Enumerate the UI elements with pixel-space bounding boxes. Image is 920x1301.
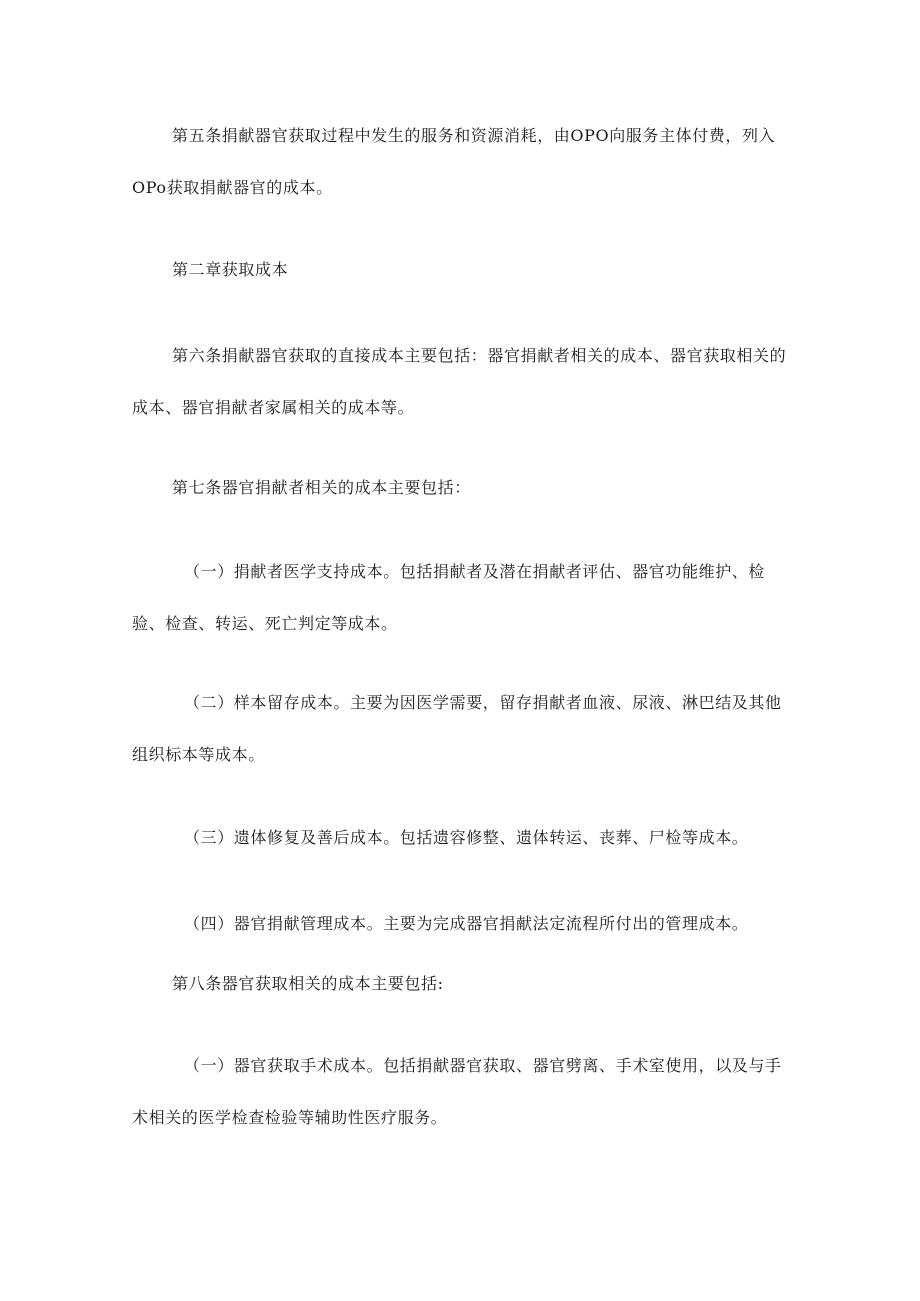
article-8-item-1: （一）器官获取手术成本。包括捐献器官获取、器官劈离、手术室使用，以及与手术相关的医学检查检验等辅助性医疗服务。 — [132, 1056, 782, 1127]
article-7-paragraph: 第七条器官捐献者相关的成本主要包括： — [172, 478, 471, 497]
article-6-paragraph: 第六条捐献器官获取的直接成本主要包括：器官捐献者相关的成本、器官获取相关的成本、器官捐献者家属相关的成本等。 — [132, 346, 787, 417]
article-5-paragraph: 第五条捐献器官获取过程中发生的服务和资源消耗，由OPO向服务主体付费，列入OPo获取捐献器官的成本。 — [132, 126, 776, 197]
article-8-paragraph: 第八条器官获取相关的成本主要包括: — [172, 974, 444, 993]
article-7-item-3: （三）遗体修复及善后成本。包括遗容修整、遗体转运、丧葬、尸检等成本。 — [184, 828, 749, 847]
article-7-item-2: （二）样本留存成本。主要为因医学需要，留存捐献者血液、尿液、淋巴结及其他组织标本等成本。 — [132, 693, 782, 764]
chapter-2-heading: 第二章获取成本 — [172, 260, 289, 279]
article-7-item-4: （四）器官捐献管理成本。主要为完成器官捐献法定流程所付出的管理成本。 — [184, 914, 749, 933]
article-7-item-1: （一）捐献者医学支持成本。包括捐献者及潜在捐献者评估、器官功能维护、检验、检查、转运、死亡判定等成本。 — [132, 562, 766, 633]
